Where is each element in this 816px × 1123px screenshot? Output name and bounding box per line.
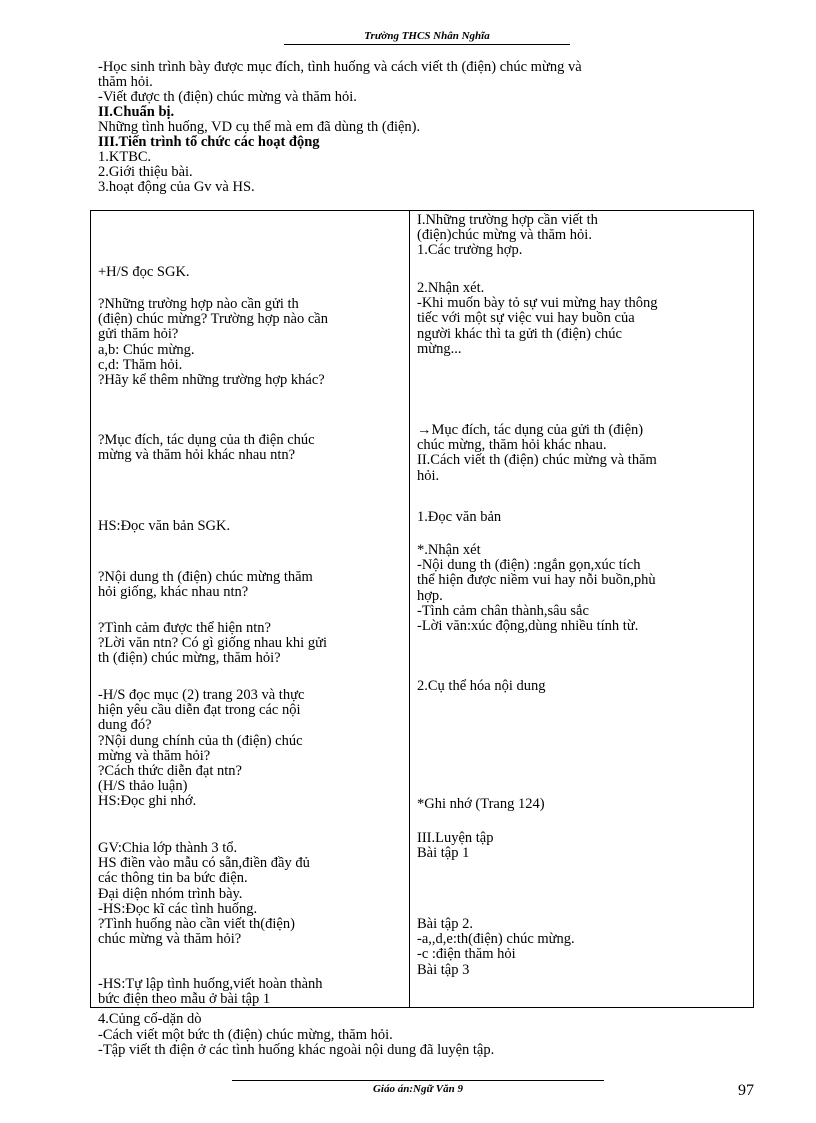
text-line: -Lời văn:xúc động,dùng nhiều tính từ. bbox=[417, 618, 639, 635]
text-line: -HS:Đọc kĩ các tình huống. bbox=[98, 900, 258, 917]
right-block bbox=[417, 543, 747, 634]
text-line: mừng... bbox=[417, 340, 462, 357]
right-block bbox=[417, 797, 747, 812]
text-line: -H/S đọc mục (2) trang 203 và thực bbox=[98, 687, 305, 703]
left-block bbox=[98, 519, 406, 534]
text-line: HS:Đọc ghi nhớ. bbox=[98, 793, 197, 810]
intro-line: -Học sinh trình bày được mục đích, tình huống và cách viết th (điện) chúc mừng và bbox=[98, 59, 582, 75]
text-line: ?Nội dung chính của th (điện) chúc bbox=[98, 732, 303, 749]
text-line: chúc mừng và thăm hỏi? bbox=[98, 931, 242, 948]
right-block bbox=[417, 679, 747, 694]
text-line: *Ghi nhớ (Trang 124) bbox=[417, 796, 545, 812]
text-line: ?Nội dung th (điện) chúc mừng thăm bbox=[98, 569, 313, 585]
intro-section bbox=[98, 60, 763, 195]
outro-line: 4.Củng cố-dặn dò bbox=[98, 1011, 202, 1027]
section-2-text: Những tình huống, VD cụ thể mà em đã dùng th (điện). bbox=[98, 119, 421, 135]
text-line: mừng và thăm hỏi khác nhau ntn? bbox=[98, 447, 296, 464]
text-line: ?Mục đích, tác dụng của th điện chúc bbox=[98, 432, 315, 448]
text-line: Bài tập 2. bbox=[417, 916, 473, 932]
text-line: dung đó? bbox=[98, 717, 152, 734]
right-block bbox=[417, 281, 747, 357]
page-header: Trường THCS Nhân Nghĩa bbox=[364, 30, 490, 42]
text-line: ?Tình huống nào cần viết th(điện) bbox=[98, 916, 295, 933]
text-line: th (điện) chúc mừng, thăm hỏi? bbox=[98, 650, 281, 667]
text-line: bức điện theo mẫu ở bài tập 1 bbox=[98, 991, 271, 1008]
text-line: III.Luyện tập bbox=[417, 830, 494, 846]
text-line: gửi thăm hỏi? bbox=[98, 326, 179, 343]
text-line: HS:Đọc văn bản SGK. bbox=[98, 518, 231, 534]
page-number: 97 bbox=[738, 1082, 754, 1099]
text-line: HS điền vào mẫu có sẵn,điền đầy đủ bbox=[98, 855, 310, 872]
text-line: c,d: Thăm hỏi. bbox=[98, 356, 183, 373]
section-3-title: III.Tiến trình tổ chức các hoạt động bbox=[98, 134, 320, 150]
text-line: -Nội dung th (điện) :ngắn gọn,xúc tích bbox=[417, 557, 641, 574]
text-line: *.Nhận xét bbox=[417, 542, 481, 558]
text-line: ?Cách thức diễn đạt ntn? bbox=[98, 763, 242, 780]
outro-section bbox=[98, 1012, 763, 1059]
text-line: hỏi. bbox=[417, 467, 440, 484]
text-line: +H/S đọc SGK. bbox=[98, 264, 190, 280]
text-line: Bài tập 1 bbox=[417, 845, 470, 862]
left-block bbox=[98, 621, 406, 667]
activity-table bbox=[90, 210, 754, 1008]
text-line: 2.Cụ thể hóa nội dung bbox=[417, 678, 546, 694]
text-line: -a,,d,e:th(điện) chúc mừng. bbox=[417, 931, 575, 948]
text-line: ?Tình cảm được thể hiện ntn? bbox=[98, 620, 271, 636]
text-line: hiện yêu cầu diễn đạt trong các nội bbox=[98, 702, 301, 719]
outro-line: -Tập viết th điện ở các tình huống khác ngoài nội dung đã luyện tập. bbox=[98, 1042, 495, 1058]
left-block bbox=[98, 688, 406, 810]
text-line: chúc mừng, thăm hỏi khác nhau. bbox=[417, 437, 607, 454]
text-line: -c :điện thăm hỏi bbox=[417, 946, 516, 963]
text-line: 2.Nhận xét. bbox=[417, 280, 485, 296]
outro-line: -Cách viết một bức th (điện) chúc mừng, thăm hỏi. bbox=[98, 1026, 393, 1043]
right-block bbox=[417, 917, 747, 978]
left-block bbox=[98, 977, 406, 1007]
left-block bbox=[98, 570, 406, 600]
text-line: ?Lời văn ntn? Có gì giống nhau khi gửi bbox=[98, 635, 327, 652]
right-block bbox=[417, 213, 747, 259]
text-line: (điện) chúc mừng? Trường hợp nào cần bbox=[98, 311, 328, 328]
header-rule bbox=[284, 44, 570, 45]
step-line: 3.hoạt động của Gv và HS. bbox=[98, 179, 255, 195]
left-block bbox=[98, 297, 406, 388]
text-line: 1.Các trường hợp. bbox=[417, 242, 523, 259]
text-line: ?Hãy kể thêm những trường hợp khác? bbox=[98, 372, 325, 389]
text-line: tiếc với một sự việc vui hay buồn của bbox=[417, 310, 635, 327]
column-divider bbox=[409, 211, 410, 1007]
intro-line: -Viết được th (điện) chúc mừng và thăm hỏi. bbox=[98, 89, 357, 105]
left-block bbox=[98, 841, 406, 947]
text-line: a,b: Chúc mừng. bbox=[98, 341, 195, 358]
text-line: (điện)chúc mừng và thăm hỏi. bbox=[417, 227, 592, 244]
text-line: -Khi muốn bày tỏ sự vui mừng hay thông bbox=[417, 295, 658, 312]
text-line: hỏi giống, khác nhau ntn? bbox=[98, 584, 249, 601]
left-block bbox=[98, 265, 406, 280]
page-footer: Giáo án:Ngữ Văn 9 bbox=[372, 1083, 464, 1095]
text-line: người khác thì ta gửi th (điện) chúc bbox=[417, 325, 622, 342]
text-line: GV:Chia lớp thành 3 tổ. bbox=[98, 840, 238, 856]
text-line: Đại diện nhóm trình bày. bbox=[98, 885, 243, 902]
text-line: 1.Đọc văn bản bbox=[417, 509, 502, 525]
text-line: Bài tập 3 bbox=[417, 961, 470, 978]
text-line: I.Những trường hợp cần viết th bbox=[417, 212, 598, 228]
right-block bbox=[417, 831, 747, 861]
text-line: -Tình cảm chân thành,sâu sắc bbox=[417, 602, 589, 619]
text-line: →Mục đích, tác dụng của gửi th (điện) bbox=[417, 422, 644, 438]
right-block bbox=[417, 423, 747, 484]
text-line: -HS:Tự lập tình huống,viết hoàn thành bbox=[98, 976, 323, 992]
text-line: hợp. bbox=[417, 587, 443, 604]
left-block bbox=[98, 433, 406, 463]
text-line: thể hiện được niềm vui hay nỗi buồn,phù bbox=[417, 572, 656, 589]
section-2-title: II.Chuẩn bị. bbox=[98, 104, 175, 120]
step-line: 1.KTBC. bbox=[98, 149, 152, 165]
text-line: ?Những trường hợp nào cần gửi th bbox=[98, 296, 299, 312]
footer-rule bbox=[232, 1080, 604, 1081]
step-line: 2.Giới thiệu bài. bbox=[98, 164, 193, 180]
text-line: (H/S thảo luận) bbox=[98, 778, 188, 795]
right-block bbox=[417, 510, 747, 525]
text-line: các thông tin ba bức điện. bbox=[98, 870, 248, 887]
text-line: mừng và thăm hỏi? bbox=[98, 747, 211, 764]
text-line: II.Cách viết th (điện) chúc mừng và thăm bbox=[417, 452, 657, 469]
intro-line: thăm hỏi. bbox=[98, 74, 153, 90]
